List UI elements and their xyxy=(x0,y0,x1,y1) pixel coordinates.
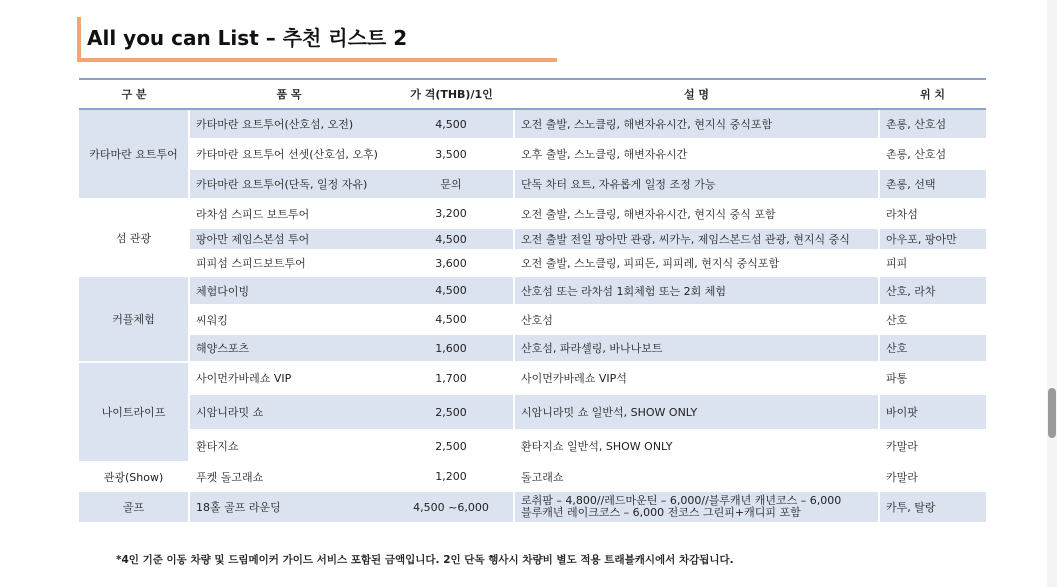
description-cell: 산호섬 또는 라차섬 1회체험 또는 2회 체험 xyxy=(514,276,879,305)
price-cell: 4,500 ~6,000 xyxy=(389,491,514,523)
table-row xyxy=(79,169,986,199)
category-cell: 관광(Show) xyxy=(79,462,189,491)
table-row xyxy=(79,430,986,462)
category-cell: 섬 관광 xyxy=(79,199,189,276)
location-cell: 카말라 xyxy=(879,462,986,491)
category-cell: 카타마란 요트투어 xyxy=(79,109,189,199)
description-cell: 사이먼카바레쇼 VIP석 xyxy=(514,362,879,394)
location-cell: 파통 xyxy=(879,362,986,394)
location-cell: 바이팟 xyxy=(879,394,986,430)
description-cell: 시암니라밋 쇼 일반석, SHOW ONLY xyxy=(514,394,879,430)
scrollbar-thumb[interactable] xyxy=(1048,388,1056,438)
description-cell: 환타지쇼 일반석, SHOW ONLY xyxy=(514,430,879,462)
category-cell: 커플체험 xyxy=(79,276,189,362)
item-cell: 해양스포츠 xyxy=(189,334,389,362)
price-cell: 4,500 xyxy=(389,276,514,305)
price-cell: 2,500 xyxy=(389,394,514,430)
vertical-scrollbar[interactable] xyxy=(1047,0,1057,587)
item-cell: 18홀 골프 라운딩 xyxy=(189,491,389,523)
price-cell: 4,500 xyxy=(389,228,514,250)
category-cell: 골프 xyxy=(79,491,189,523)
price-cell: 4,500 xyxy=(389,109,514,139)
item-cell: 체험다이빙 xyxy=(189,276,389,305)
location-cell: 라차섬 xyxy=(879,199,986,228)
price-cell: 2,500 xyxy=(389,430,514,462)
header-description: 설 명 xyxy=(514,79,879,109)
table-row xyxy=(79,362,986,394)
description-cell: 오전 출발, 스노클링, 피피돈, 피피레, 현지식 중식포함 xyxy=(514,250,879,276)
location-cell: 산호 xyxy=(879,305,986,334)
description-line: 로취팜 – 4,800//레드마운틴 – 6,000//블루캐년 캐년코스 – 6,000 xyxy=(521,494,842,507)
description-cell: 산호섬 xyxy=(514,305,879,334)
table-row xyxy=(79,109,986,139)
item-cell: 푸켓 돌고래쇼 xyxy=(189,462,389,491)
location-cell: 산호, 라차 xyxy=(879,276,986,305)
item-cell: 씨워킹 xyxy=(189,305,389,334)
description-cell xyxy=(514,491,879,523)
header-price: 가 격(THB)/1인 xyxy=(389,79,514,109)
description-cell: 단독 차터 요트, 자유롭게 일정 조정 가능 xyxy=(514,169,879,199)
header-item: 품 목 xyxy=(189,79,389,109)
item-cell: 사이먼카바레쇼 VIP xyxy=(189,362,389,394)
location-cell: 촌롱, 산호섬 xyxy=(879,109,986,139)
location-cell: 아우포, 팡아만 xyxy=(879,228,986,250)
page-title: All you can List – 추천 리스트 2 xyxy=(87,26,408,50)
title-accent-bar xyxy=(77,17,81,62)
location-cell: 피피 xyxy=(879,250,986,276)
description-cell: 오전 출발, 스노클링, 해변자유시간, 현지식 중식포함 xyxy=(514,109,879,139)
table-row xyxy=(79,394,986,430)
location-cell: 카말라 xyxy=(879,430,986,462)
location-cell: 산호 xyxy=(879,334,986,362)
description-cell: 오전 출발, 스노클링, 해변자유시간, 현지식 중식 포함 xyxy=(514,199,879,228)
header-category: 구 분 xyxy=(79,79,189,109)
price-cell: 3,500 xyxy=(389,139,514,169)
item-cell: 환타지쇼 xyxy=(189,430,389,462)
price-cell: 4,500 xyxy=(389,305,514,334)
table-row xyxy=(79,305,986,334)
item-cell: 팡아만 제임스본섬 투어 xyxy=(189,228,389,250)
title-underline xyxy=(77,58,557,62)
table-row xyxy=(79,228,986,250)
table-row xyxy=(79,491,986,523)
table-row xyxy=(79,250,986,276)
price-cell: 1,700 xyxy=(389,362,514,394)
table-header-row xyxy=(79,79,986,109)
price-cell: 3,600 xyxy=(389,250,514,276)
location-cell: 촌롱, 선택 xyxy=(879,169,986,199)
description-cell: 돌고래쇼 xyxy=(514,462,879,491)
description-line: 블루캐년 레이크코스 – 6,000 전코스 그린피+캐디피 포함 xyxy=(521,506,801,519)
description-cell: 오후 출발, 스노클링, 해변자유시간 xyxy=(514,139,879,169)
price-cell: 1,600 xyxy=(389,334,514,362)
description-cell: 오전 출발 전일 팡아만 관광, 씨카누, 제임스본드섬 관광, 현지식 중식 xyxy=(514,228,879,250)
table-row xyxy=(79,334,986,362)
price-cell: 문의 xyxy=(389,169,514,199)
title-block xyxy=(77,17,557,62)
table-row xyxy=(79,276,986,305)
description-cell: 산호섬, 파라셀링, 바나나보트 xyxy=(514,334,879,362)
item-cell: 카타마란 요트투어(산호섬, 오전) xyxy=(189,109,389,139)
price-cell: 1,200 xyxy=(389,462,514,491)
table-row xyxy=(79,199,986,228)
location-cell: 카투, 탈랑 xyxy=(879,491,986,523)
location-cell: 촌롱, 산호섬 xyxy=(879,139,986,169)
item-cell: 카타마란 요트투어 선셋(산호섬, 오후) xyxy=(189,139,389,169)
recommend-table xyxy=(79,78,986,524)
header-location: 위 치 xyxy=(879,79,986,109)
item-cell: 시암니라밋 쇼 xyxy=(189,394,389,430)
category-cell: 나이트라이프 xyxy=(79,362,189,462)
item-cell: 카타마란 요트투어(단독, 일정 자유) xyxy=(189,169,389,199)
price-cell: 3,200 xyxy=(389,199,514,228)
footnote: *4인 기준 이동 차량 및 드림메이커 가이드 서비스 포함된 금액입니다. 2인 단독 행사시 차량비 별도 적용 트래블캐시에서 차감됩니다. xyxy=(116,554,734,566)
item-cell: 라차섬 스피드 보트투어 xyxy=(189,199,389,228)
table-row xyxy=(79,139,986,169)
table-row xyxy=(79,462,986,491)
item-cell: 피피섬 스피드보트투어 xyxy=(189,250,389,276)
